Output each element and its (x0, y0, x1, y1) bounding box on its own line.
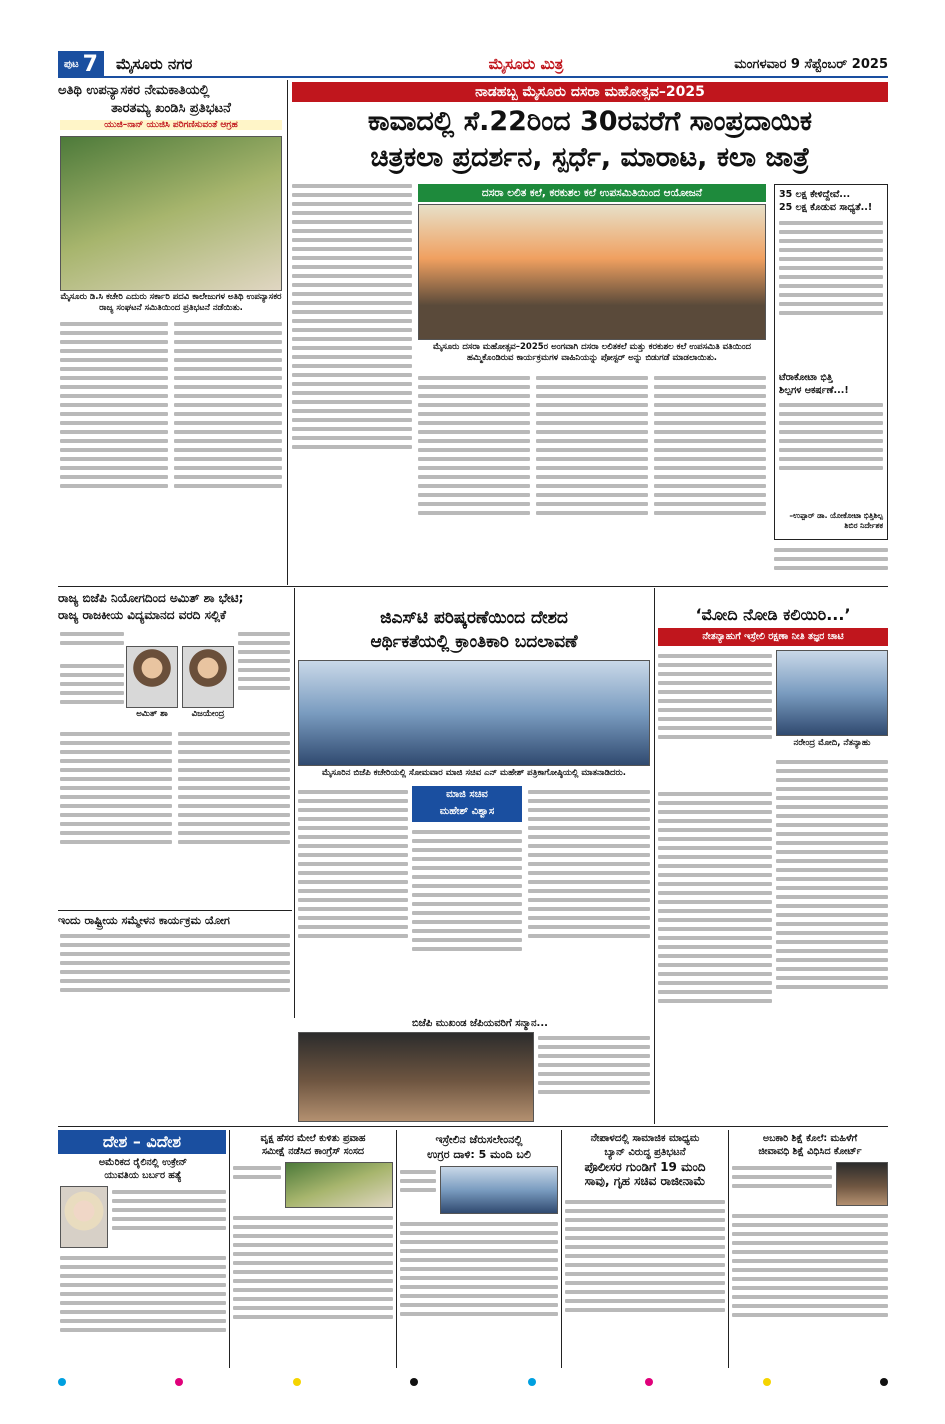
amit-shah-label: ಅಮಿತ್ ಶಾ (136, 709, 168, 719)
flood-survey-photo (285, 1162, 393, 1208)
ukraine-victim-photo (60, 1186, 108, 1248)
bjp-column-1 (60, 728, 172, 908)
masthead (58, 52, 888, 78)
sidebar-title-bottom (779, 371, 883, 397)
court-photo (836, 1162, 888, 1206)
bjp-subhead: ಇಂದು ರಾಷ್ಟ್ರೀಯ ಸಮ್ಮೇಳನ ಕಾರ್ಯಕ್ರಮ ಯೋಗ (58, 910, 292, 928)
gst-column-3 (528, 786, 650, 1018)
issue-date: ಮಂಗಳವಾರ 9 ಸೆಪ್ಟೆಂಬರ್ 2025 (734, 56, 888, 72)
gst-headline (298, 606, 650, 654)
left-story-kicker: ಯುಜಿ–ನಾನ್ ಯುಜಿಸಿ ಪರಿಗಣಿಸುವಂತೆ ಆಗ್ರಹ (60, 120, 282, 130)
modi-column-2 (658, 788, 772, 1122)
world-story2-lead (233, 1162, 281, 1192)
world-story3-line-1: ಇಸ್ರೇಲಿನ ಜೆರುಸಲೇಂನಲ್ಲಿ (435, 1133, 523, 1146)
amit-shah-photo (126, 646, 178, 708)
felicitation-text (538, 1032, 650, 1122)
world-story5-lead (732, 1162, 832, 1206)
dasara-strap: ದಸರಾ ಲಲಿತ ಕಲೆ, ಕರಕುಶಲ ಕಲೆ ಉಪಸಮಿತಿಯಿಂದ ಆಯೋಜನೆ (418, 184, 766, 202)
dasara-headline (292, 104, 888, 176)
world-story4-line-4: ಸಾವು, ಗೃಹ ಸಚಿವ ರಾಜೀನಾಮೆ (584, 1174, 706, 1188)
registration-dot (645, 1378, 653, 1386)
vijayendra-photo (182, 646, 234, 708)
gst-caption: ಮೈಸೂರಿನ ಬಿಜೆಪಿ ಕಚೇರಿಯಲ್ಲಿ ಸೋಮವಾರ ಮಾಜಿ ಸಚಿವ ಎನ್ ಮಹೇಶ್ ಪತ್ರಿಕಾಗೋಷ್ಠಿಯಲ್ಲಿ ಮಾತನಾಡಿದರು. (322, 768, 626, 778)
bjp-column-2 (178, 728, 290, 908)
gst-headline-line-1: ಜಿಎಸ್‌ಟಿ ಪರಿಷ್ಕರಣೆಯಿಂದ ದೇಶದ (380, 608, 568, 628)
gst-box-line-2: ಮಹೇಶ್ ವಿಶ್ವಾಸ (439, 806, 495, 817)
world-story1-line-2: ಯುವತಿಯ ಬರ್ಬರ ಹತ್ಯೆ (104, 1170, 182, 1181)
modi-column-1 (658, 650, 772, 784)
world-story2-text (233, 1212, 393, 1366)
world-story3-line-2: ಉಗ್ರರ ದಾಳಿ: 5 ಮಂದಿ ಬಲಿ (427, 1148, 531, 1161)
registration-dot (880, 1378, 888, 1386)
vijayendra-label: ವಿಜಯೇಂದ್ರ (191, 709, 225, 719)
world-story1-side-text (112, 1186, 226, 1248)
dasara-column-2 (418, 372, 530, 585)
dasara-column-1 (292, 180, 412, 585)
sidebar-byline: –ಉಪ್ಪಾರ್ ಡಾ. ಯೋಕೋಟಾ ಭಿತ್ತಿಶಿಲ್ಪ ಶಿಬಿರ ನಿರ್ದೇಶಕ (789, 511, 883, 530)
dasara-caption: ಮೈಸೂರು ದಸರಾ ಮಹೋತ್ಸವ–2025ರ ಅಂಗವಾಗಿ ದಸರಾ ಲಲಿತಕಲೆ ಮತ್ತು ಕರಕುಶಲ ಕಲೆ ಉಪಸಮಿತಿ ವತಿಯಿಂದ ಹಮ್ಮಿಕೊಂಡಿರುವ ಕಾರ್ಯಕ್ರಮಗಳ ವಾಹಿನಿಯನ್ನು ಪೋಸ್ಟರ್ ಅನ್ನು ಬಿಡುಗಡೆ ಮಾಡಲಾಯಿತು. (432, 342, 752, 363)
registration-dot (58, 1378, 66, 1386)
bjp-headline-line-1: ರಾಜ್ಯ ಬಿಜೆಪಿ ನಿಯೋಗದಿಂದ ಅಮಿತ್ ಶಾ ಭೇಟಿ; (58, 591, 244, 605)
page-label: ಪುಟ (64, 58, 79, 70)
sidebar-title-line-3: ಟೆರಾಕೋಟಾ ಭಿತ್ತಿ (779, 372, 833, 383)
modi-netanyahu-photo (776, 650, 888, 736)
registration-dot (763, 1378, 771, 1386)
bjp-headline (58, 590, 292, 624)
world-story3-lead (400, 1166, 436, 1206)
gst-box-line-1: ಮಾಜಿ ಸಚಿವ (446, 789, 488, 800)
registration-dot (293, 1378, 301, 1386)
world-story5-text (732, 1210, 888, 1366)
dasara-poster-photo (418, 204, 766, 340)
dasara-column-4 (654, 372, 766, 585)
bjp-lead-text (60, 628, 124, 656)
sidebar-box (774, 184, 888, 540)
left-headline-line-2: ತಾರತಮ್ಯ ಖಂಡಿಸಿ ಪ್ರತಿಭಟನೆ (111, 101, 231, 116)
sidebar-text-2 (779, 399, 883, 507)
dasara-headline-line-1: ಕಾವಾದಲ್ಲಿ ಸೆ.22ರಿಂದ 30ರವರೆಗೆ ಸಾಂಪ್ರದಾಯಿಕ (367, 106, 813, 137)
left-story-caption: ಮೈಸೂರು ಡಿ.ಸಿ ಕಚೇರಿ ಎದುರು ಸರ್ಕಾರಿ ಪದವಿ ಕಾಲೇಜುಗಳ ಅತಿಥಿ ಉಪನ್ಯಾಸಕರ ರಾಜ್ಯ ಸಂಘಟನೆ ಸಮಿತಿಯಿಂದ ಪ್ರತಿಭಟನೆ ನಡೆಯಿತು. (60, 292, 282, 313)
left-headline-line-1: ಅತಿಥಿ ಉಪನ್ಯಾಸಕರ ನೇಮಕಾತಿಯಲ್ಲಿ (58, 83, 210, 98)
bjp-left-text (60, 660, 124, 728)
modi-headline: ‘ಮೋದಿ ನೋಡಿ ಕಲಿಯಿರಿ...’ (695, 605, 851, 624)
world-story3-headline (400, 1132, 558, 1162)
bjp-subhead-text (60, 930, 290, 1018)
dasara-column-3 (536, 372, 648, 585)
sidebar-text-1 (779, 217, 883, 367)
page-number: 7 (82, 51, 98, 77)
sidebar-title-line-2: 25 ಲಕ್ಷ ಕೊಡುವ ಸಾಧ್ಯತೆ..! (779, 202, 873, 213)
world-story4-line-2: ಬ್ಯಾನ್ ವಿರುದ್ಧ ಪ್ರತಿಭಟನೆ (604, 1147, 686, 1158)
left-story-column-2 (174, 318, 282, 580)
sidebar-title-line-1: 35 ಲಕ್ಷ ಕೇಳಿದ್ದೇವೆ... (779, 189, 851, 200)
world-story2-headline (233, 1132, 393, 1158)
world-story1-headline (60, 1156, 226, 1182)
protest-photo (60, 136, 282, 291)
registration-dot (410, 1378, 418, 1386)
dasara-kicker: ನಾಡಹಬ್ಬ ಮೈಸೂರು ದಸರಾ ಮಹೋತ್ಸವ–2025 (292, 82, 888, 102)
felicitation-photo (298, 1032, 534, 1122)
world-story2-line-2: ಸಮೀಕ್ಷೆ ನಡೆಸಿದ ಕಾಂಗ್ರೆಸ್ ಸಂಸದ (261, 1146, 365, 1157)
section-name: ಮೈಸೂರು ನಗರ (115, 55, 193, 73)
jerusalem-attack-photo (440, 1166, 558, 1214)
registration-dot (528, 1378, 536, 1386)
gst-column-2 (412, 826, 522, 1018)
world-section-title: ದೇಶ – ವಿದೇಶ (58, 1130, 226, 1154)
world-story5-line-2: ಜೀವಾವಧಿ ಶಿಕ್ಷೆ ವಿಧಿಸಿದ ಕೋರ್ಟ್ (758, 1146, 862, 1157)
bjp-side-text (238, 628, 290, 724)
paper-name: ಮೈಸೂರು ಮಿತ್ರ (488, 55, 564, 73)
sidebar-title-line-4: ಶಿಲ್ಪಗಳ ಆಕರ್ಷಣೆ...! (779, 385, 849, 396)
world-story4-line-3: ಪೊಲೀಸರ ಗುಂಡಿಗೆ 19 ಮಂದಿ (584, 1160, 706, 1174)
left-story-column-1 (60, 318, 168, 580)
left-story-headline (58, 82, 284, 118)
modi-column-3 (776, 756, 888, 1122)
sidebar-title-top (775, 185, 887, 217)
gst-column-1 (298, 786, 408, 1018)
world-story4-line-1: ನೇಪಾಳದಲ್ಲಿ ಸಾಮಾಜಿಕ ಮಾಧ್ಯಮ (590, 1133, 700, 1144)
world-story5-headline (732, 1132, 888, 1158)
modi-caption: ನರೇಂದ್ರ ಮೋದಿ, ನೆತನ್ಯಾಹು (793, 738, 871, 748)
page-number-badge (58, 51, 104, 77)
bjp-headline-line-2: ರಾಜ್ಯ ರಾಜಕೀಯ ವಿದ್ಯಮಾನದ ವರದಿ ಸಲ್ಲಿಕೆ (58, 608, 226, 622)
registration-dot (175, 1378, 183, 1386)
gst-headline-line-2: ಆರ್ಥಿಕತೆಯಲ್ಲಿ ಕ್ರಾಂತಿಕಾರಿ ಬದಲಾವಣೆ (370, 632, 578, 652)
sidebar-continuation (774, 544, 888, 584)
world-story1-line-1: ಅಮೆರಿಕದ ರೈಲಿನಲ್ಲಿ ಉಕ್ರೇನ್ (98, 1157, 188, 1168)
world-story4-headline (565, 1132, 725, 1188)
gst-box-title (412, 786, 522, 822)
world-story1-text (60, 1252, 226, 1366)
dasara-headline-line-2: ಚಿತ್ರಕಲಾ ಪ್ರದರ್ಶನ, ಸ್ಪರ್ಧೆ, ಮಾರಾಟ, ಕಲಾ ಜಾತ್ರೆ (370, 142, 810, 173)
world-story4-text (565, 1196, 725, 1366)
print-registration-marks (58, 1378, 888, 1388)
world-story3-text (400, 1218, 558, 1366)
gst-press-photo (298, 660, 650, 766)
modi-kicker: ನೇತನ್ಯಾಹುಗೆ ಇಸ್ರೇಲಿ ರಕ್ಷಣಾ ನೀತಿ ತಜ್ಞರ ಚಾಟಿ (658, 628, 888, 646)
world-story5-line-1: ಅಬಕಾರಿ ಶಿಕ್ಷೆ ಕೊಲೆ: ಮಹಿಳೆಗೆ (762, 1133, 858, 1144)
world-story2-line-1: ವೃಕ್ಷ ಹೆಸರ ಮೇಲೆ ಕುಳಿತು ಪ್ರವಾಹ (260, 1133, 366, 1144)
gst-bottom-kicker: ಬಿಜೆಪಿ ಮುಖಂಡ ಜೆಪಿಯವರಿಗೆ ಸನ್ಮಾನ... (412, 1018, 548, 1029)
